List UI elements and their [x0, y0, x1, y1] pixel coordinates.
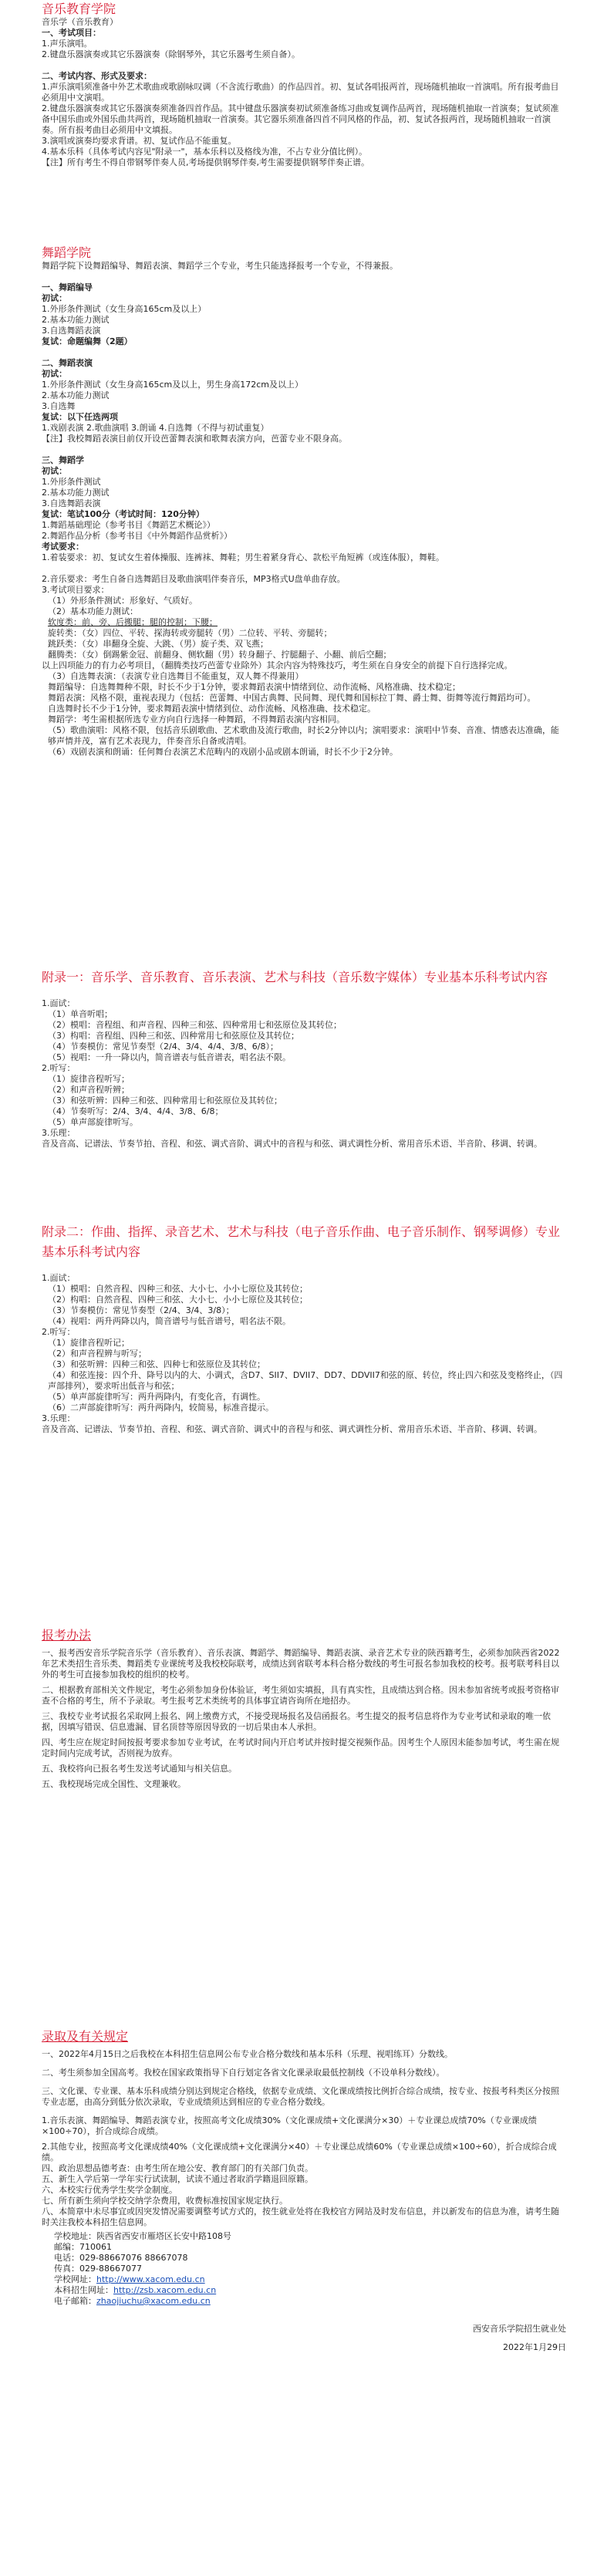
text-line: （3）和弦听辨：四种三和弦、四种常用七和弦原位及其转位； [48, 1096, 282, 1106]
text-line: 一、舞蹈编导 [42, 282, 93, 292]
text-line: 3.自选舞 [42, 401, 76, 411]
text-line: 复试：命题编舞（2题） [42, 336, 133, 346]
text-line: （4）视唱：两升两降以内，简音谱号与低音谱号，唱名法不限。 [48, 1316, 291, 1326]
text-line: （1）外形条件测试：形象好、气质好。 [48, 596, 197, 606]
contact-site-row [54, 2274, 566, 2285]
signature-office: 西安音乐学院招生就业处 [473, 2324, 566, 2334]
text-line: 2.听写： [42, 1063, 76, 1073]
text-line: 复试：笔试100分（考试时间：120分钟） [42, 509, 204, 519]
text-line: 1.外形条件测试（女生身高165cm及以上） [42, 304, 207, 314]
text-line: 七、所有新生须向学校交纳学杂费用，收费标准按国家规定执行。 [42, 2196, 288, 2206]
section-title: 录取及有关规定 [42, 2029, 129, 2044]
text-line: 2.键盘乐器演奏或其它乐器演奏须准备四首作品。其中键盘乐器演奏初试须准备练习曲或复调作品两首，现场随机抽取一首演奏；复试须准备中国乐曲或外国乐曲共两首，现场随机抽取一首演奏。其它器乐须准备四首不同风格的作品，初、复试各报两首，现场随机抽取一首演奏。所有报考曲目必须用中文填报。 [42, 103, 559, 135]
text-line: 2.基本功能力测试 [42, 390, 110, 400]
text-line: 八、本简章中未尽事宜或因突发情况需要调整考试方式的，按生就业处将在我校官方网站及时发布信息，并以新发布的信息为准，请考生随时关注我校本科招生信息网。 [42, 2206, 559, 2227]
section-music-education [42, 2, 566, 168]
text-line: 1.面试： [42, 998, 76, 1008]
text-line: （4）节奏听写：2/4、3/4、4/4、3/8、6/8； [48, 1106, 224, 1116]
text-line: （1）旋律音程听记； [48, 1338, 130, 1348]
contact-block [42, 2231, 566, 2307]
text-line: 五、我校现场完成全国性、文理兼收。 [42, 1779, 186, 1789]
text-line: 舞蹈表演：风格不限，重视表现力（包括：芭蕾舞、中国古典舞、民间舞、现代舞和国标拉丁舞、爵士舞、街舞等流行舞蹈均可）。 [48, 693, 536, 703]
section-appendix-2 [42, 1222, 566, 1435]
text-line: 2.舞蹈作品分析（参考书目《中外舞蹈作品赏析》） [42, 531, 232, 541]
text-line: 初试： [42, 293, 67, 303]
text-line: （2）构唱：自然音程、四种三和弦、大小七、小小七原位及其转位； [48, 1295, 308, 1305]
text-line: 3.考试项目要求： [42, 585, 110, 595]
text-line: 1.舞蹈基础理论（参考书目《舞蹈艺术概论》） [42, 520, 215, 530]
contact-zsb-label: 本科招生网址： [54, 2285, 113, 2295]
text-line: （1）模唱：自然音程、四种三和弦、大小七、小小七原位及其转位； [48, 1284, 308, 1294]
school-site-link[interactable]: http://www.xacom.edu.cn [96, 2274, 205, 2284]
text-line: 二、舞蹈表演 [42, 358, 93, 368]
text-line: 舞蹈学院下设舞蹈编导、舞蹈表演、舞蹈学三个专业，考生只能选择报考一个专业，不得兼报。 [42, 261, 398, 271]
text-line: 1.声乐演唱须准备中外艺术歌曲或歌剧咏叹调（不含流行歌曲）的作品四首。初、复试各唱报两首，现场随机抽取一首演唱。所有报考曲目必须用中文演唱。 [42, 82, 559, 103]
text-line: （4）和弦连接：四个升、降号以内的大、小调式，含D7、SII7、DVII7、DD7、DDVII7和弦的原、转位，终止四六和弦及变格终止，（四声部排列），要求听出低音与和弦； [48, 1370, 563, 1391]
text-line: 五、新生入学后第一学年实行试读制，试读不通过者取消学籍退回原籍。 [42, 2174, 313, 2184]
text-line: （1）旋律音程听写； [48, 1074, 130, 1084]
text-line: 舞蹈学：考生需根据所选专业方向自行选择一种舞蹈，不得舞蹈表演内容相同。 [48, 714, 345, 724]
text-line: （3）自选舞表演：（表演专业自选舞目不能重复，双人舞不得兼用） [48, 671, 304, 681]
text-line: 一、考试项目： [42, 28, 101, 38]
section-title: 报考办法 [42, 1628, 92, 1642]
text-line: 1.面试： [42, 1273, 76, 1283]
text-line: 旋转类：（女）四位、平转、探海转或旁腿转（男）二位转、平转、旁腿转； [48, 628, 332, 638]
contact-fax: 传真：029-88667077 [54, 2264, 142, 2274]
contact-phone: 电话：029-88667076 88667078 [54, 2253, 188, 2263]
text-line: 2.听写： [42, 1327, 76, 1337]
section-title: 舞蹈学院 [42, 245, 92, 260]
text-line: 1.声乐演唱。 [42, 39, 93, 49]
text-line: 1.外形条件测试 [42, 477, 101, 487]
text-line: 1.戏剧表演 2.歌曲演唱 3.朗诵 4.自选舞（不得与初试重复） [42, 423, 269, 433]
text-line: 1.着装要求：初、复试女生着体操服、连裤袜、舞鞋；男生着紧身背心、款松平角短裤（或连体服），舞鞋。 [42, 552, 444, 562]
text-line: （1）单音听唱； [48, 1009, 113, 1019]
contact-address: 学校地址：陕西省西安市雁塔区长安中路108号 [54, 2231, 231, 2241]
text-line: 音及音高、记谱法、节奏节拍、音程、和弦、调式音阶、调式中的音程与和弦、调式调性分析、常用音乐术语、半音阶、移调、转调。 [42, 1424, 542, 1434]
text-line: 二、考试内容、形式及要求： [42, 71, 152, 81]
text-line: 初试： [42, 466, 67, 476]
text-line: 三、舞蹈学 [42, 455, 84, 465]
section-title: 附录一：音乐学、音乐教育、音乐表演、艺术与科技（音乐数字媒体）专业基本乐科考试内容 [42, 970, 548, 984]
section-appendix-1 [42, 967, 566, 1150]
text-line: 考试要求： [42, 542, 84, 552]
contact-email-label: 电子邮箱： [54, 2296, 96, 2306]
text-line: （2）基本功能力测试： [48, 606, 138, 616]
text-line: 1.音乐表演、舞蹈编导、舞蹈表演专业，按照高考文化成绩30%（文化课成绩+文化课满分×30）＋专业课总成绩70%（专业课成绩×100÷70），折合成综合成绩。 [42, 2115, 537, 2136]
text-line: （3）和弦听辨：四种三和弦、四种七和弦原位及其转位； [48, 1359, 265, 1369]
email-link[interactable]: zhaojiuchu@xacom.edu.cn [96, 2296, 211, 2306]
section-title: 附录二：作曲、指挥、录音艺术、艺术与科技（电子音乐作曲、电子音乐制作、钢琴调修）专业基本乐科考试内容 [42, 1224, 561, 1259]
section-signup [42, 1628, 566, 1790]
text-line: （5）视唱：一升一降以内，简音谱表与低音谱表，唱名法不限。 [48, 1052, 291, 1062]
text-line: 三、我校专业考试报名采取网上报名、网上缴费方式，不接受现场报名及信函报名。考生提交的报考信息将作为专业考试和录取的唯一依据，因填写错误、信息遗漏、冒名顶替等原因导致的一切后果由本人承担。 [42, 1711, 551, 1732]
text-line: 二、根据教育部相关文件规定，考生必须参加身份体验证，考生须如实填报，具有真实性，且成绩达到合格。因未参加省统考或报考资格审查不合格的考生，所不予录取。考生报考艺术类统考的具体事宜请咨询所在地招办。 [42, 1685, 559, 1706]
text-line: 以上四项能力的有力必考项目，（翻腾类技巧芭蕾专业除外）其余内容为特殊技巧，考生须在自身安全的前提下自行选择完成。 [42, 660, 513, 670]
text-line: 2.其他专业，按照高考文化课成绩40%（文化课成绩+文化课满分×40）＋专业课总成绩60%（专业课总成绩×100÷60），折合成综合成绩。 [42, 2142, 557, 2162]
contact-zsb-row [54, 2285, 566, 2296]
contact-zip: 邮编：710061 [54, 2242, 112, 2252]
section-dance [42, 245, 566, 758]
text-line: （5）单声部旋律听写。 [48, 1117, 138, 1127]
contact-email-row [54, 2296, 566, 2307]
text-line: （3）构唱：音程组、四种三和弦、四种常用七和弦原位及其转位； [48, 1031, 299, 1041]
text-line: 一、报考西安音乐学院音乐学（音乐教育）、音乐表演、舞蹈学、舞蹈编导、舞蹈表演、录音艺术专业的陕西籍考生，必须参加陕西省2022年艺术类招生音乐类、舞蹈类专业课统考及我校校际联考，成绩达到省联考本科合格分数线的考生可报名参加我校的校考。报考联考科目以外的考生可直接参加我校的组织的校考。 [42, 1648, 560, 1680]
signature-date: 2022年1月29日 [503, 2342, 566, 2352]
text-line: 一、2022年4月15日之后我校在本科招生信息网公布专业合格分数线和基本乐科（乐理、视唱练耳）分数线。 [42, 2049, 453, 2059]
text-line: 五、我校将向已报名考生发送考试通知与相关信息。 [42, 1764, 237, 1774]
text-line: 四、政治思想品德考查：由考生所在地公安、教育部门的有关部门负责。 [42, 2163, 313, 2173]
text-line: （6）戏剧表演和朗诵：任何舞台表演艺术范畴内的戏剧小品或剧本朗诵，时长不少于2分钟。 [48, 747, 398, 757]
text-line: 2.音乐要求：考生自备自选舞蹈目及歌曲演唱伴奏音乐，MP3格式U盘单曲存放。 [42, 574, 346, 584]
text-line: 舞蹈编导：自选舞舞种不限，时长不少于1分钟，要求舞蹈表演中情绪到位、动作流畅、风格准确、技术稳定； [48, 682, 460, 692]
text-line: 1.外形条件测试（女生身高165cm及以上，男生身高172cm及以上） [42, 380, 304, 390]
text-line: （2）和声音程听辨； [48, 1085, 130, 1095]
text-line: 【注】所有考生不得自带钢琴伴奏人员,考场提供钢琴伴奏,考生需要提供钢琴伴奏正谱。 [42, 157, 369, 167]
text-line: 3.演唱或演奏均要求背谱。初、复试作品不能重复。 [42, 136, 237, 146]
text-line: 【注】我校舞蹈表演目前仅开设芭蕾舞表演和歌舞表演方向，芭蕾专业不限身高。 [42, 434, 347, 444]
text-line: 四、考生应在规定时间按报考要求参加专业考试，在考试时间内开启考试并按时提交视频作品。因考生个人原因未能参加考试，考生需在规定时间内完成考试，否则视为放弃。 [42, 1737, 559, 1758]
text-line: 自选舞时长不少于1分钟，要求舞蹈表演中情绪到位、动作流畅、风格准确、技术稳定。 [48, 704, 376, 714]
text-line: 3.自选舞蹈表演 [42, 498, 101, 508]
text-line: （4）节奏模仿：常见节奏型（2/4、3/4、4/4、3/8、6/8）； [48, 1042, 279, 1052]
section-title: 音乐教育学院 [42, 2, 116, 16]
text-line: 跳跃类：（女）串翻身全旋、大跳、（男）旋子类、双飞燕； [48, 639, 268, 649]
text-line: （5）歌曲演唱：风格不限，包括音乐剧歌曲、艺术歌曲及流行歌曲，时长2分钟以内；演唱要求：演唱中节奏、音准、情感表达准确，能够声情并茂，富有艺术表现力，伴奏音乐自备或清唱。 [48, 725, 559, 746]
text-line: 3.自选舞蹈表演 [42, 326, 101, 336]
text-line: 2.键盘乐器演奏或其它乐器演奏（除钢琴外，其它乐器考生须自备）。 [42, 49, 300, 59]
section-admission [42, 2029, 566, 2353]
text-line: 复试：以下任选两项 [42, 412, 118, 422]
text-line: （2）和声音程辨与听写； [48, 1349, 147, 1359]
text-line: 音及音高、记谱法、节奏节拍、音程、和弦、调式音阶、调式中的音程与和弦、调式调性分析、常用音乐术语、半音阶、移调、转调。 [42, 1139, 542, 1149]
admission-site-link[interactable]: http://zsb.xacom.edu.cn [113, 2285, 217, 2295]
text-line: 六、本校实行优秀学生奖学金制度。 [42, 2185, 177, 2195]
text-line: （3）节奏模仿：常见节奏型（2/4、3/4、3/8）； [48, 1305, 234, 1315]
text-line: （2）模唱：音程组、和声音程、四种三和弦、四种常用七和弦原位及其转位； [48, 1020, 342, 1030]
text-line: （6）二声部旋律听写：两升两降内，较简易，标准音提示。 [48, 1403, 274, 1413]
text-line: 软度类：前、旁、后搬腿；腿的控制；下腰； [48, 617, 218, 627]
text-line: 2.基本功能力测试 [42, 488, 110, 498]
text-line: 2.基本功能力测试 [42, 315, 110, 325]
contact-site-label: 学校网址： [54, 2274, 96, 2284]
text-line: 3.乐理： [42, 1128, 76, 1138]
text-line: （5）单声部旋律听写：两升两降内，有变化音，有调性。 [48, 1392, 265, 1402]
text-line: 初试： [42, 369, 67, 379]
text-line: 3.乐理： [42, 1413, 76, 1423]
text-line: 4.基本乐科（具体考试内容见"附录一"，基本乐科以及格线为准，不占专业分值比例）。 [42, 147, 368, 157]
text-line: 二、考生须参加全国高考。我校在国家政策指导下自行划定各省文化课录取最低控制线（不设单科分数线）。 [42, 2068, 445, 2078]
text-line: 三、文化课、专业课、基本乐科成绩分别达到规定合格线，依据专业成绩、文化课成绩按比例折合综合成绩，按专业、按报考科类区分按照专业志愿，由高分到低分依次录取，专业成绩须达到相应的专业合格分数线。 [42, 2086, 559, 2107]
text-line: 翻腾类：（女）倒踢紫金冠、前翻身、侧软翻（男）转身翻子、拧腿翻子、小翻、前后空翻； [48, 650, 392, 660]
text-line: 音乐学（音乐教育） [42, 17, 118, 27]
